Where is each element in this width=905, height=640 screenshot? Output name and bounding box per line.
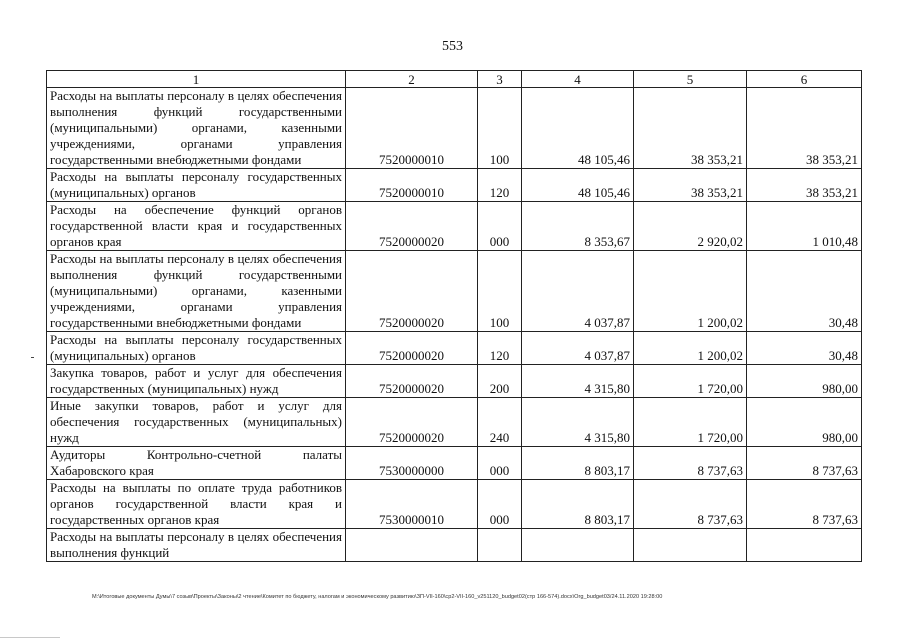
target-article-code-cell: 7520000020 [346, 365, 478, 398]
amount-col4-cell: 4 315,80 [522, 398, 634, 447]
amount-col4-cell: 8 353,67 [522, 202, 634, 251]
table-row [47, 365, 862, 398]
column-header: 2 [346, 71, 478, 88]
target-article-code-cell: 7520000020 [346, 332, 478, 365]
expense-kind-cell [478, 529, 522, 562]
amount-col5-cell: 2 920,02 [634, 202, 747, 251]
amount-col5-cell: 1 200,02 [634, 332, 747, 365]
table-row [47, 398, 862, 447]
column-header: 6 [747, 71, 862, 88]
amount-col4-cell: 8 803,17 [522, 480, 634, 529]
amount-col4-cell: 48 105,46 [522, 88, 634, 169]
amount-col6-cell: 1 010,48 [747, 202, 862, 251]
target-article-code-cell: 7520000020 [346, 251, 478, 332]
amount-col6-cell [747, 529, 862, 562]
amount-col6-cell: 38 353,21 [747, 169, 862, 202]
amount-col5-cell: 1 720,00 [634, 365, 747, 398]
amount-col5-cell: 1 720,00 [634, 398, 747, 447]
target-article-code-cell [346, 529, 478, 562]
table-row [47, 447, 862, 480]
amount-col5-cell [634, 529, 747, 562]
amount-col6-cell: 980,00 [747, 398, 862, 447]
expense-kind-cell: 120 [478, 169, 522, 202]
table-row [47, 88, 862, 169]
expense-name-cell: Расходы на выплаты персоналу в целях обеспечения выполнения функций [47, 529, 346, 562]
expense-kind-cell: 000 [478, 480, 522, 529]
expense-name-cell: Расходы на обеспечение функций органов государственной власти края и государственных органов края [47, 202, 346, 251]
target-article-code-cell: 7520000010 [346, 169, 478, 202]
expense-name-cell: Закупка товаров, работ и услуг для обеспечения государственных (муниципальных) нужд [47, 365, 346, 398]
target-article-code-cell: 7530000010 [346, 480, 478, 529]
expense-name-cell: Расходы на выплаты персоналу государственных (муниципальных) органов [47, 332, 346, 365]
scan-edge-line [0, 637, 60, 638]
expense-name-cell: Расходы на выплаты персоналу в целях обеспечения выполнения функций государственными (муниципальными) органами, казенными учреждениями, органами управления государственными внебюджетными фондами [47, 88, 346, 169]
amount-col6-cell: 30,48 [747, 251, 862, 332]
amount-col5-cell: 38 353,21 [634, 88, 747, 169]
expense-kind-cell: 120 [478, 332, 522, 365]
table-row [47, 529, 862, 562]
expense-name-cell: Расходы на выплаты персоналу в целях обеспечения выполнения функций государственными (муниципальными) органами, казенными учреждениями, органами управления государственными внебюджетными фондами [47, 251, 346, 332]
budget-table [46, 70, 862, 562]
expense-name-cell: Иные закупки товаров, работ и услуг для обеспечения государственных (муниципальных) нужд [47, 398, 346, 447]
expense-kind-cell: 240 [478, 398, 522, 447]
expense-kind-cell: 100 [478, 88, 522, 169]
amount-col4-cell: 4 037,87 [522, 332, 634, 365]
document-path-footer: M:\Итоговые документы Думы\7 созыв\Проекты\Законы\2 чтение\Комитет по бюджету, налогам и экономическому развитию\ЗП-VII-160\ср2-VII-160_v251120_budget02(стр 166-574).docx\Org_budget03/24.11.2020 19:28:00 [92, 594, 663, 600]
column-header: 3 [478, 71, 522, 88]
target-article-code-cell: 7520000020 [346, 202, 478, 251]
header-row [47, 71, 862, 88]
table-row [47, 251, 862, 332]
amount-col6-cell: 30,48 [747, 332, 862, 365]
amount-col4-cell: 48 105,46 [522, 169, 634, 202]
amount-col6-cell: 980,00 [747, 365, 862, 398]
column-header: 5 [634, 71, 747, 88]
amount-col4-cell: 4 315,80 [522, 365, 634, 398]
table-row [47, 169, 862, 202]
expense-kind-cell: 200 [478, 365, 522, 398]
amount-col5-cell: 1 200,02 [634, 251, 747, 332]
page-number: 553 [442, 39, 463, 54]
amount-col5-cell: 8 737,63 [634, 447, 747, 480]
amount-col5-cell: 8 737,63 [634, 480, 747, 529]
amount-col4-cell: 8 803,17 [522, 447, 634, 480]
table-row [47, 480, 862, 529]
target-article-code-cell: 7520000020 [346, 398, 478, 447]
expense-name-cell: Расходы на выплаты по оплате труда работников органов государственной власти края и государственных органов края [47, 480, 346, 529]
amount-col6-cell: 8 737,63 [747, 447, 862, 480]
scan-mark [31, 357, 34, 358]
amount-col5-cell: 38 353,21 [634, 169, 747, 202]
amount-col4-cell [522, 529, 634, 562]
expense-kind-cell: 000 [478, 202, 522, 251]
expense-name-cell: Аудиторы Контрольно-счетной палаты Хабаровского края [47, 447, 346, 480]
expense-kind-cell: 100 [478, 251, 522, 332]
amount-col4-cell: 4 037,87 [522, 251, 634, 332]
amount-col6-cell: 8 737,63 [747, 480, 862, 529]
target-article-code-cell: 7520000010 [346, 88, 478, 169]
target-article-code-cell: 7530000000 [346, 447, 478, 480]
table-row [47, 332, 862, 365]
expense-name-cell: Расходы на выплаты персоналу государственных (муниципальных) органов [47, 169, 346, 202]
column-header: 4 [522, 71, 634, 88]
expense-kind-cell: 000 [478, 447, 522, 480]
table-row [47, 202, 862, 251]
column-header: 1 [47, 71, 346, 88]
amount-col6-cell: 38 353,21 [747, 88, 862, 169]
